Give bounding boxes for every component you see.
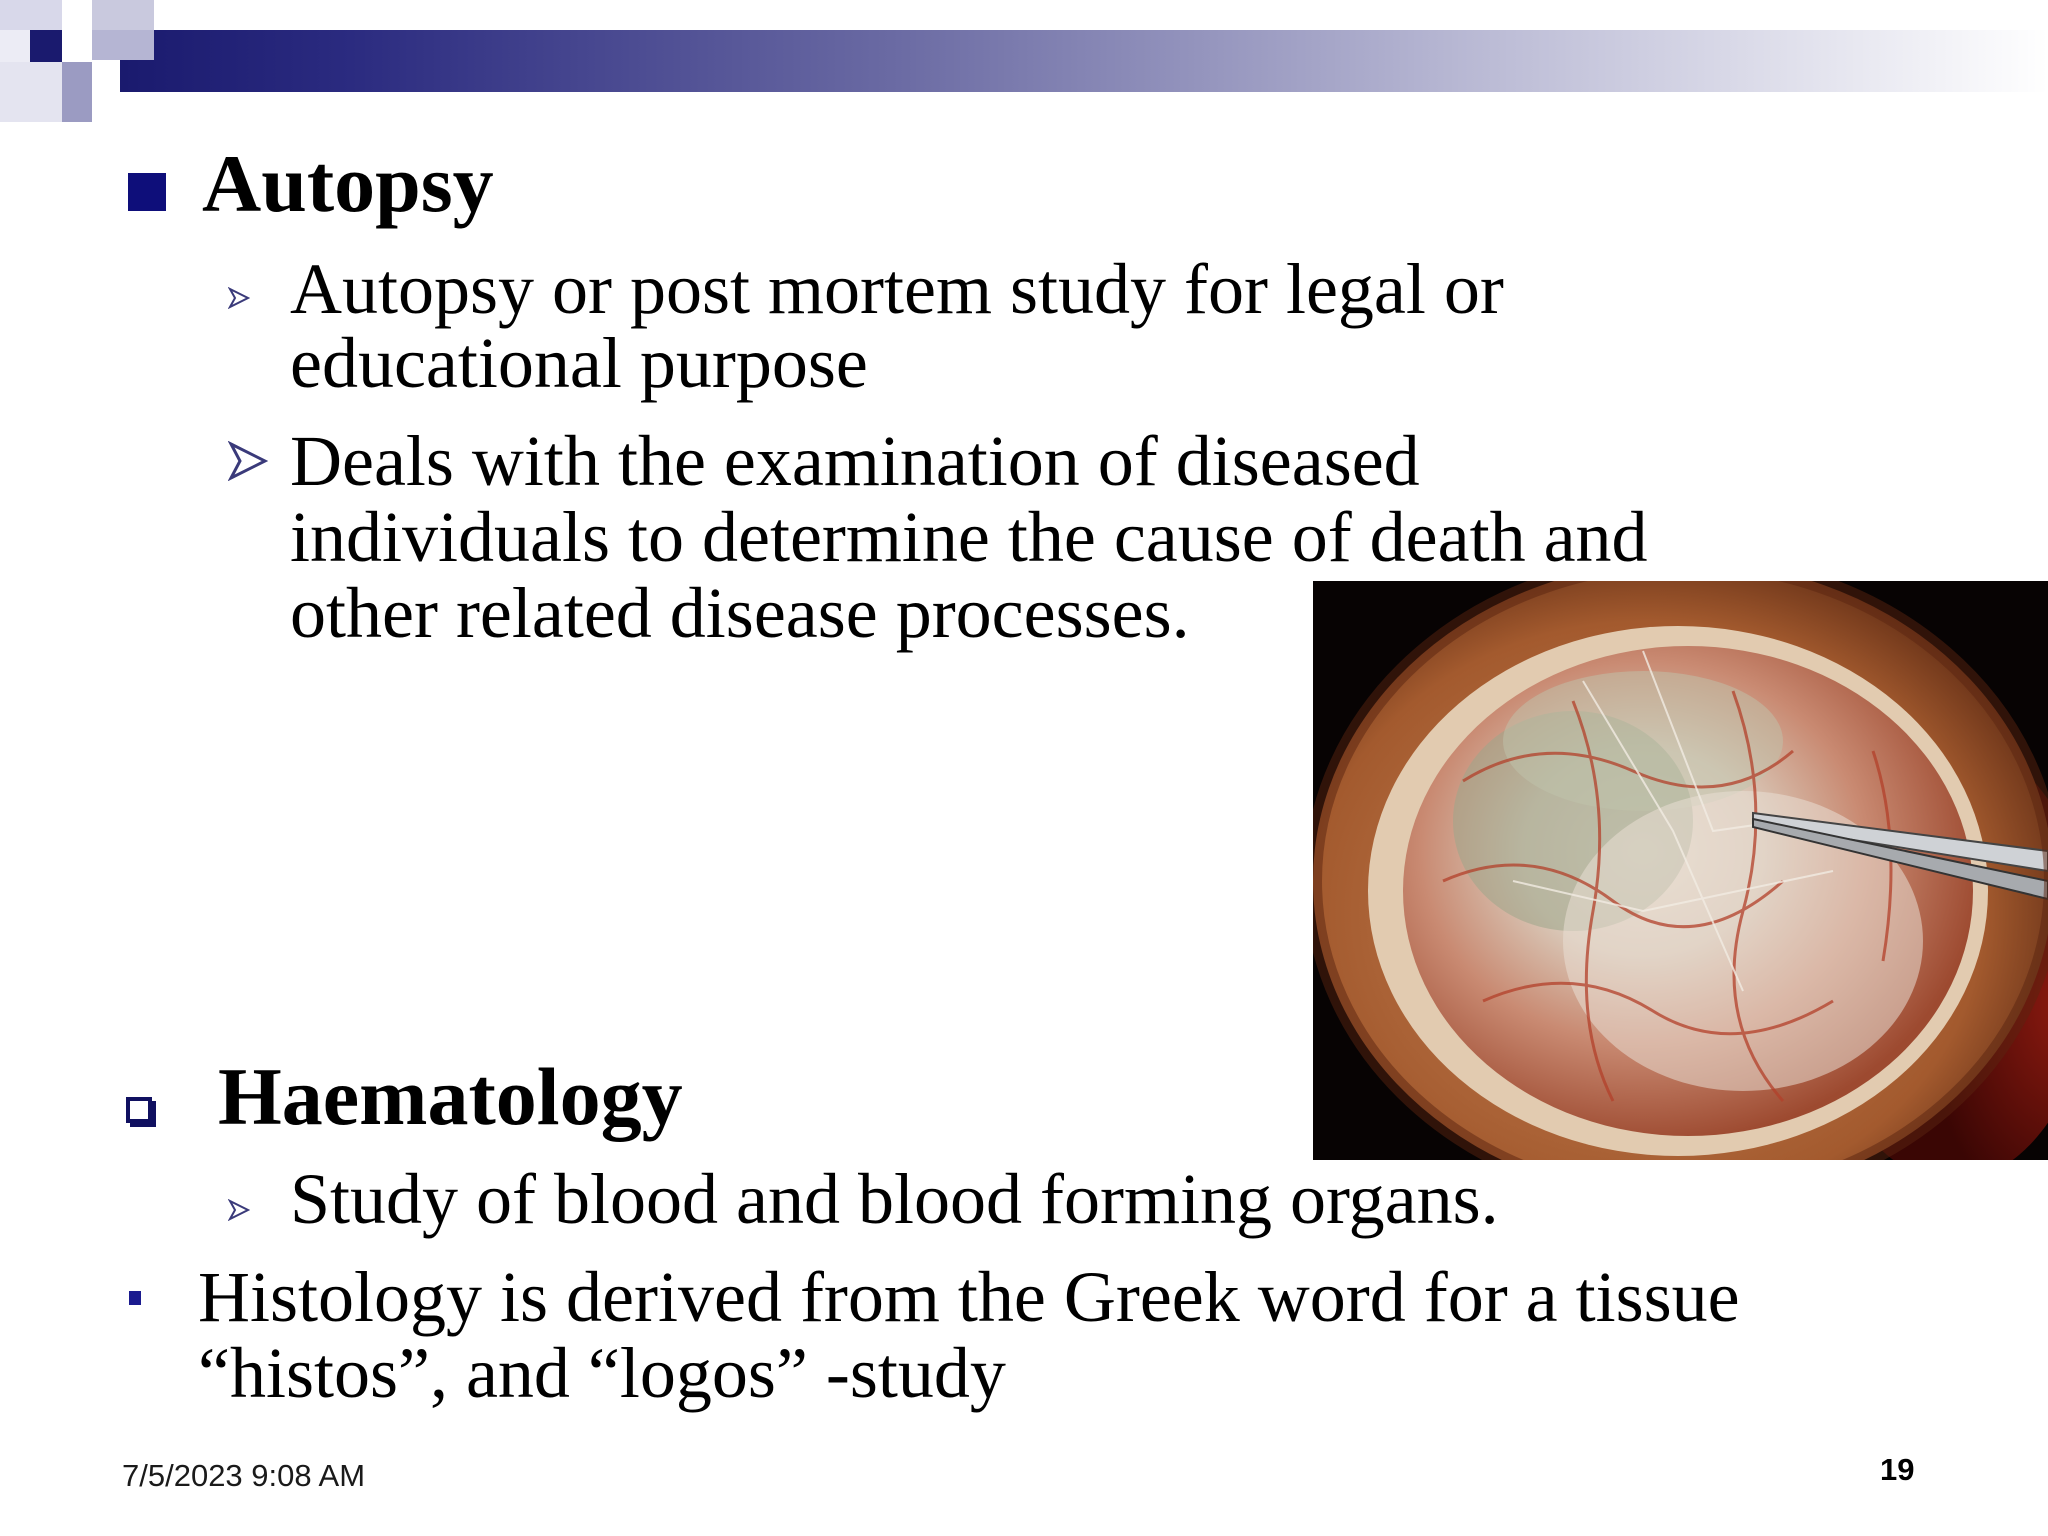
- header-square-decoration: [92, 0, 154, 30]
- autopsy-heading: Autopsy: [202, 138, 494, 229]
- header-square-decoration: [0, 62, 62, 122]
- autopsy-point-2-line-2: individuals to determine the cause of death and: [290, 497, 1648, 577]
- header-square-decoration: [62, 62, 92, 122]
- autopsy-brain-photo: [1313, 581, 2048, 1160]
- autopsy-brain-image: [1313, 581, 2048, 1160]
- header-square-decoration: [0, 30, 30, 62]
- header-square-decoration: [0, 0, 62, 30]
- arrowhead-bullet-icon: [228, 1199, 250, 1221]
- bullet-square-icon: [128, 173, 166, 211]
- header-square-decoration: [92, 30, 154, 60]
- histology-line-1: Histology is derived from the Greek word for a tissue: [198, 1257, 1740, 1337]
- autopsy-point-1-line-1: Autopsy or post mortem study for legal or: [290, 249, 1504, 329]
- bullet-small-square-icon: [129, 1291, 141, 1305]
- haematology-point-1: Study of blood and blood forming organs.: [290, 1159, 1499, 1239]
- autopsy-point-2-line-1: Deals with the examination of diseased: [290, 421, 1420, 501]
- bullet-hollow-square-icon: [126, 1097, 152, 1123]
- arrowhead-bullet-icon: [228, 287, 250, 309]
- histology-line-2: “histos”, and “logos” -study: [198, 1333, 1006, 1413]
- header-gradient-bar: [120, 30, 2048, 92]
- header-square-decoration: [30, 30, 62, 62]
- autopsy-point-2-line-3: other related disease processes.: [290, 573, 1190, 653]
- autopsy-point-1-line-2: educational purpose: [290, 323, 868, 403]
- slide-page-number: 19: [1880, 1452, 1915, 1487]
- arrowhead-bullet-icon: [228, 441, 268, 481]
- haematology-heading: Haematology: [218, 1051, 683, 1142]
- footer-date: 7/5/2023 9:08 AM: [122, 1458, 366, 1493]
